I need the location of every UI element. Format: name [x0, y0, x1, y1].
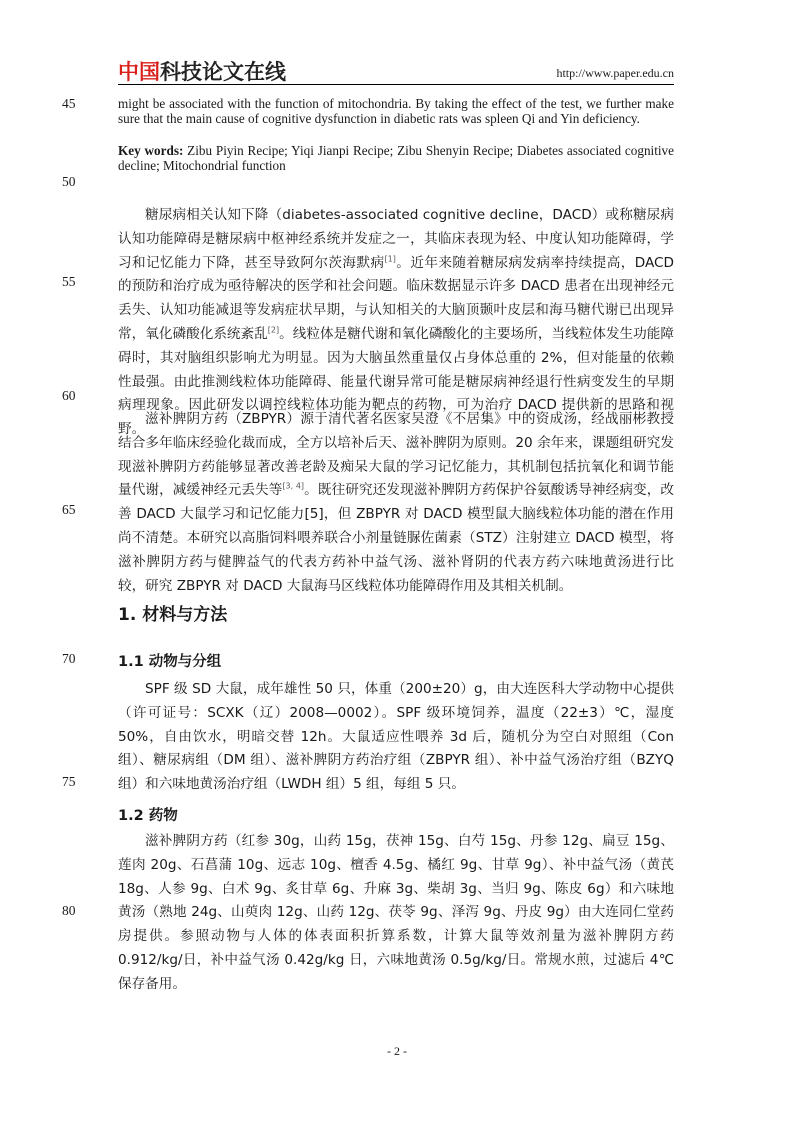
site-logo — [118, 60, 286, 84]
intro-paragraph-2 — [118, 408, 674, 598]
intro-p1-text-b: 。近年来随着糖尿病发病率持续提高，DACD 的预防和治疗成为亟待解决的医学和社会问题。临床数据显示许多 DACD 患者在出现神经元丢失、认知功能减退等发病症状早期，与认知相关的大脑顶颞叶皮层和海马糖代谢已出现异常，氧化磷酸化系统紊乱 — [118, 254, 674, 342]
intro-p2-text-a: 滋补脾阴方药（ZBPYR）源于清代著名医家吴澄《不居集》中的资成汤，经战丽彬教授结合多年临床经验化裁而成，全方以培补后天、滋补脾阴为原则。20 余年来，课题组研究发现滋补脾阴方药能够显著改善老龄及痴呆大鼠的学习记忆能力，其机制包括抗氧化和调节能量代谢，减缓神经元丢失等 — [118, 411, 674, 499]
intro-paragraph-1 — [118, 204, 674, 442]
keywords — [118, 143, 674, 173]
intro-p1-text-c: 。线粒体是糖代谢和氧化磷酸化的主要场所，当线粒体发生功能障碍时，其对脑组织影响尤为明显。因为大脑虽然重量仅占身体总重的 2%，但对能量的依赖性最强。由此推测线粒体功能障碍、能量代谢异常可能是糖尿病神经退行性病变发生的早期病理现象。因此研发以调控线粒体功能为靶点的药物，可为治疗 DACD 提供新的思路和视野。 — [118, 325, 674, 438]
page-header — [118, 60, 674, 84]
line-number-60: 60 — [62, 388, 76, 403]
line-number-75: 75 — [62, 774, 76, 789]
line-number-55: 55 — [62, 274, 76, 289]
section-1-heading: 1. 材料与方法 — [118, 605, 228, 625]
intro-p2-text-b: 。既往研究还发现滋补脾阴方药保护谷氨酸诱导神经病变，改善 DACD 大鼠学习和记忆能力[5]，但 ZBPYR 对 DACD 模型鼠大脑线粒体功能的潜在作用尚不清楚。本研究以高脂饲料喂养联合小剂量链脲佐菌素（STZ）注射建立 DACD 模型，将滋补脾阴方药与健脾益气的代表方药补中益气汤、滋补肾阴的代表方药六味地黄汤进行比较，研究 ZBPYR 对 DACD 大鼠海马区线粒体功能障碍作用及其相关机制。 — [118, 482, 675, 594]
line-number-45: 45 — [62, 96, 76, 111]
logo-part-1: 中国 — [118, 60, 160, 84]
line-number-80: 80 — [62, 903, 76, 918]
line-number-65: 65 — [62, 502, 76, 517]
line-number-50: 50 — [62, 174, 76, 189]
abstract-tail: might be associated with the function of mitochondria. By taking the effect of the test, we further make sure that the main cause of cognitive dysfunction in diabetic rats was spleen Qi and Yin deficiency. — [118, 96, 674, 126]
citation-3-4: [3, 4] — [282, 481, 305, 491]
section-1-2-text: 滋补脾阴方药（红参 30g，山药 15g，茯神 15g、白芍 15g、丹参 12g、扁豆 15g、莲肉 20g、石菖蒲 10g、远志 10g、檀香 4.5g、橘红 9g、甘草 9g）、补中益气汤（黄芪 18g、人参 9g、白术 9g、炙甘草 6g、升麻 3g、柴胡 3g、当归 9g、陈皮 6g）和六味地黄汤（熟地 24g、山萸肉 12g、山药 12g、茯苓 9g、泽泻 9g、丹皮 9g）由大连同仁堂药房提供。参照动物与人体的体表面积折算系数，计算大鼠等效剂量为滋补脾阴方药 0.912/kg/日，补中益气汤 0.42g/kg 日，六味地黄汤 0.5g/kg/日。常规水煎，过滤后 4℃保存备用。 — [118, 833, 674, 992]
citation-1: [1] — [384, 254, 396, 264]
line-number-70: 70 — [62, 651, 76, 666]
header-rule — [118, 84, 674, 85]
logo-part-2: 科技论文在线 — [160, 60, 286, 84]
section-1-1-heading: 1.1 动物与分组 — [118, 654, 222, 670]
section-1-1-text: SPF 级 SD 大鼠，成年雄性 50 只，体重（200±20）g，由大连医科大学动物中心提供（许可证号：SCXK（辽）2008—0002）。SPF 级环境饲养，温度（22±3）℃，湿度 50%，自由饮水，明暗交替 12h。大鼠适应性喂养 3d 后，随机分为空白对照组（Con 组）、糖尿病组（DM 组）、滋补脾阴方药治疗组（ZBPYR 组）、补中益气汤治疗组（BZYQ 组）和六味地黄汤治疗组（LWDH 组）5 组，每组 5 只。 — [118, 681, 674, 793]
intro-p1-text-a: 糖尿病相关认知下降（diabetes-associated cognitive decline，DACD）或称糖尿病认知功能障碍是糖尿病中枢神经系统并发症之一，其临床表现为轻、中度认知功能障碍，学习和记忆能力下降，甚至导致阿尔茨海默病 — [118, 207, 674, 271]
keywords-text: Zibu Piyin Recipe; Yiqi Jianpi Recipe; Zibu Shenyin Recipe; Diabetes associated cognitive decline; Mitochondrial function — [118, 143, 674, 173]
site-url: http://www.paper.edu.cn — [556, 66, 674, 80]
citation-2: [2] — [267, 325, 280, 335]
page-number: - 2 - — [387, 1044, 407, 1058]
section-1-2-heading: 1.2 药物 — [118, 808, 178, 824]
keywords-label: Key words: — [118, 143, 184, 158]
